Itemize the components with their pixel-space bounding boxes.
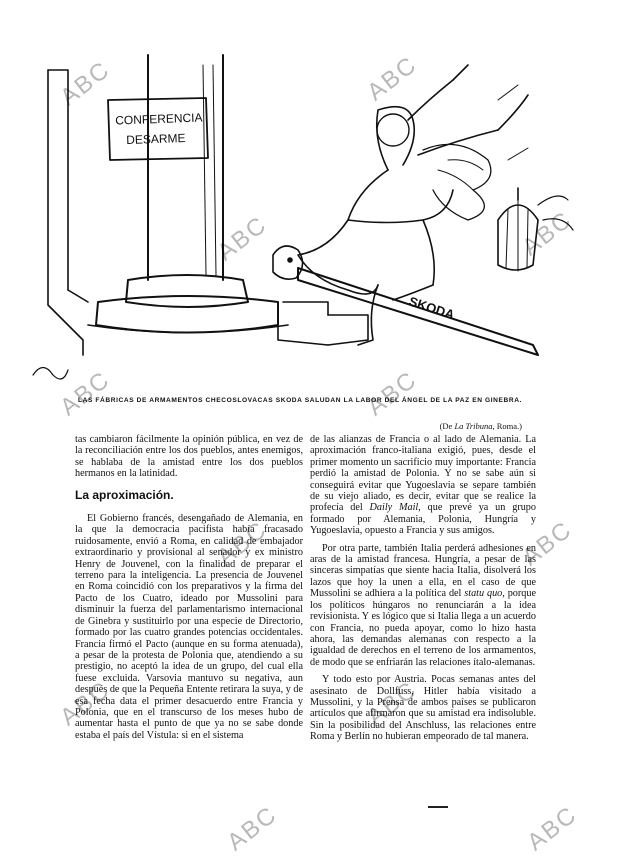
conference-sign	[108, 98, 208, 160]
credit-suffix: , Roma.)	[492, 421, 522, 431]
end-dash	[428, 806, 448, 808]
right-paragraph-1	[310, 434, 536, 537]
sign-line2: DESARME	[125, 130, 186, 148]
right-paragraph-2	[310, 543, 536, 668]
watermark-logo: ABC	[212, 210, 273, 267]
right-p2-text: Por otra parte, también Italia perderá adhesiones en aras de la amistad francesa. Hungría, a pesar de las sinceras simpatías que siente hacia Italia, disolverá los lazos que hoy la unen a ella, en el caso de que Mussolini se adhiera a la política del	[310, 542, 536, 600]
bird-cage	[498, 188, 573, 271]
watermark-logo: ABC	[517, 515, 578, 572]
cartoon-credit	[380, 421, 522, 431]
artist-signature	[33, 368, 68, 380]
left-intro-paragraph: tas cambiaron fácilmente la opinión pública, en vez de la reconciliación entre los dos pueblos, antes enemigos, se hablaba de la amistad entre los dos pueblos hermanos en la latinidad.	[75, 434, 303, 480]
sign-line1: CONFERENCIA	[114, 110, 203, 128]
right-column	[310, 434, 536, 743]
left-body-paragraph: El Gobierno francés, desengañado de Alemania, en la que la democracia pacifista había fracasado ruidosamente, envió a Roma, en calidad de embajador extraordinario y provisional al senador y ex ministro Henry de Jouvenel, con la finalidad de preparar el terreno para la inteligencia. La presencia de Jouvenel en Roma coincidió con los preparativos y la firma del Pacto de los Cuatro, ideado por Mussolini para disminuir la fuerza del parlamentarismo internacional de Ginebra y sustituirlo por una especie de Directorio, formado por las cuatro grandes potencias occidentales. Francia firmó el Pacto (aunque en su forma atenuada), a pesar de la protesta de Polonia que, atendiendo a su prestigio, no aceptó la idea de un grupo, del cual ella fuese excluida. Varsovia mantuvo su negativa, aun después de que la Pequeña Entente retirara la suya, y de esa fecha data el primer desacuerdo entre Francia y Polonia, que en el transcurso de los meses hubo de aumentar hasta el punto de que ya no se sabe donde estaba el país del Vístula: si en el sistema	[75, 513, 303, 741]
cartoon-caption: LAS FÁBRICAS DE ARMAMENTOS CHECOSLOVACAS SKODA SALUDAN LA LABOR DEL ÁNGEL DE LA PAZ EN GINEBRA.	[77, 397, 523, 404]
watermark-logo: ABC	[517, 205, 578, 262]
right-p2-tail: , porque los políticos húngaros no renunciarán a la idea revisionista. Y es lógico que si Italia llega a un acuerdo con Francia, no pueda apoyar, como lo hizo hasta ahora, las demandas alemanas con respecto a la igualdad de derechos en el terreno de los armamentos, de modo que se enfriarán las relaciones ítalo-alemanas.	[310, 588, 536, 668]
watermark-logo: ABC	[222, 800, 283, 857]
watermark-logo: ABC	[55, 675, 116, 732]
watermark-logo: ABC	[55, 365, 116, 422]
right-p2-italic: statu quo	[464, 588, 503, 600]
section-heading: La aproximación.	[75, 487, 174, 502]
credit-source: La Tribuna	[454, 421, 493, 431]
watermark-logo: ABC	[522, 800, 583, 857]
watermark-logo: ABC	[212, 515, 273, 572]
watermark-logo: ABC	[362, 675, 423, 732]
left-column	[75, 434, 303, 741]
right-paragraph-3: Y todo esto por Austria. Pocas semanas antes del asesinato de Dollfuss, Hitler había visitado a Mussolini, y la Prensa de ambos países se publicaron artículos que afirmaron que su amistad era indisoluble. Sin la posibilidad del Anschluss, las relaciones entre Roma y Berlín no hubieran empeorado de tal manera.	[310, 674, 536, 743]
cartoon-illustration	[28, 40, 593, 390]
credit-prefix: (De	[439, 421, 455, 431]
right-p1-tail: , que prevé ya un grupo formado por Alemania, Polonia, Hungría y Yugoeslavia, opuesto a Francia y sus amigos.	[310, 502, 536, 537]
sword	[298, 268, 538, 355]
right-p1-italic: Daily Mail	[369, 502, 419, 514]
watermark-logo: ABC	[55, 55, 116, 112]
watermark-logo: ABC	[362, 50, 423, 107]
sword-label: SKODA	[407, 293, 457, 323]
right-p1-text: de las alianzas de Francia o al lado de Alemania. La aproximación franco-italiana exigió, pues, desde el primer momento un sacrificio muy importante: Francia perdió la amistad de Polonia. Y no se sabe aún si conseguirá evitar que Yugoeslavia se separe también de su viejo aliado, es decir, evitar que se realice la profecía del	[310, 434, 536, 514]
watermark-logo: ABC	[362, 365, 423, 422]
